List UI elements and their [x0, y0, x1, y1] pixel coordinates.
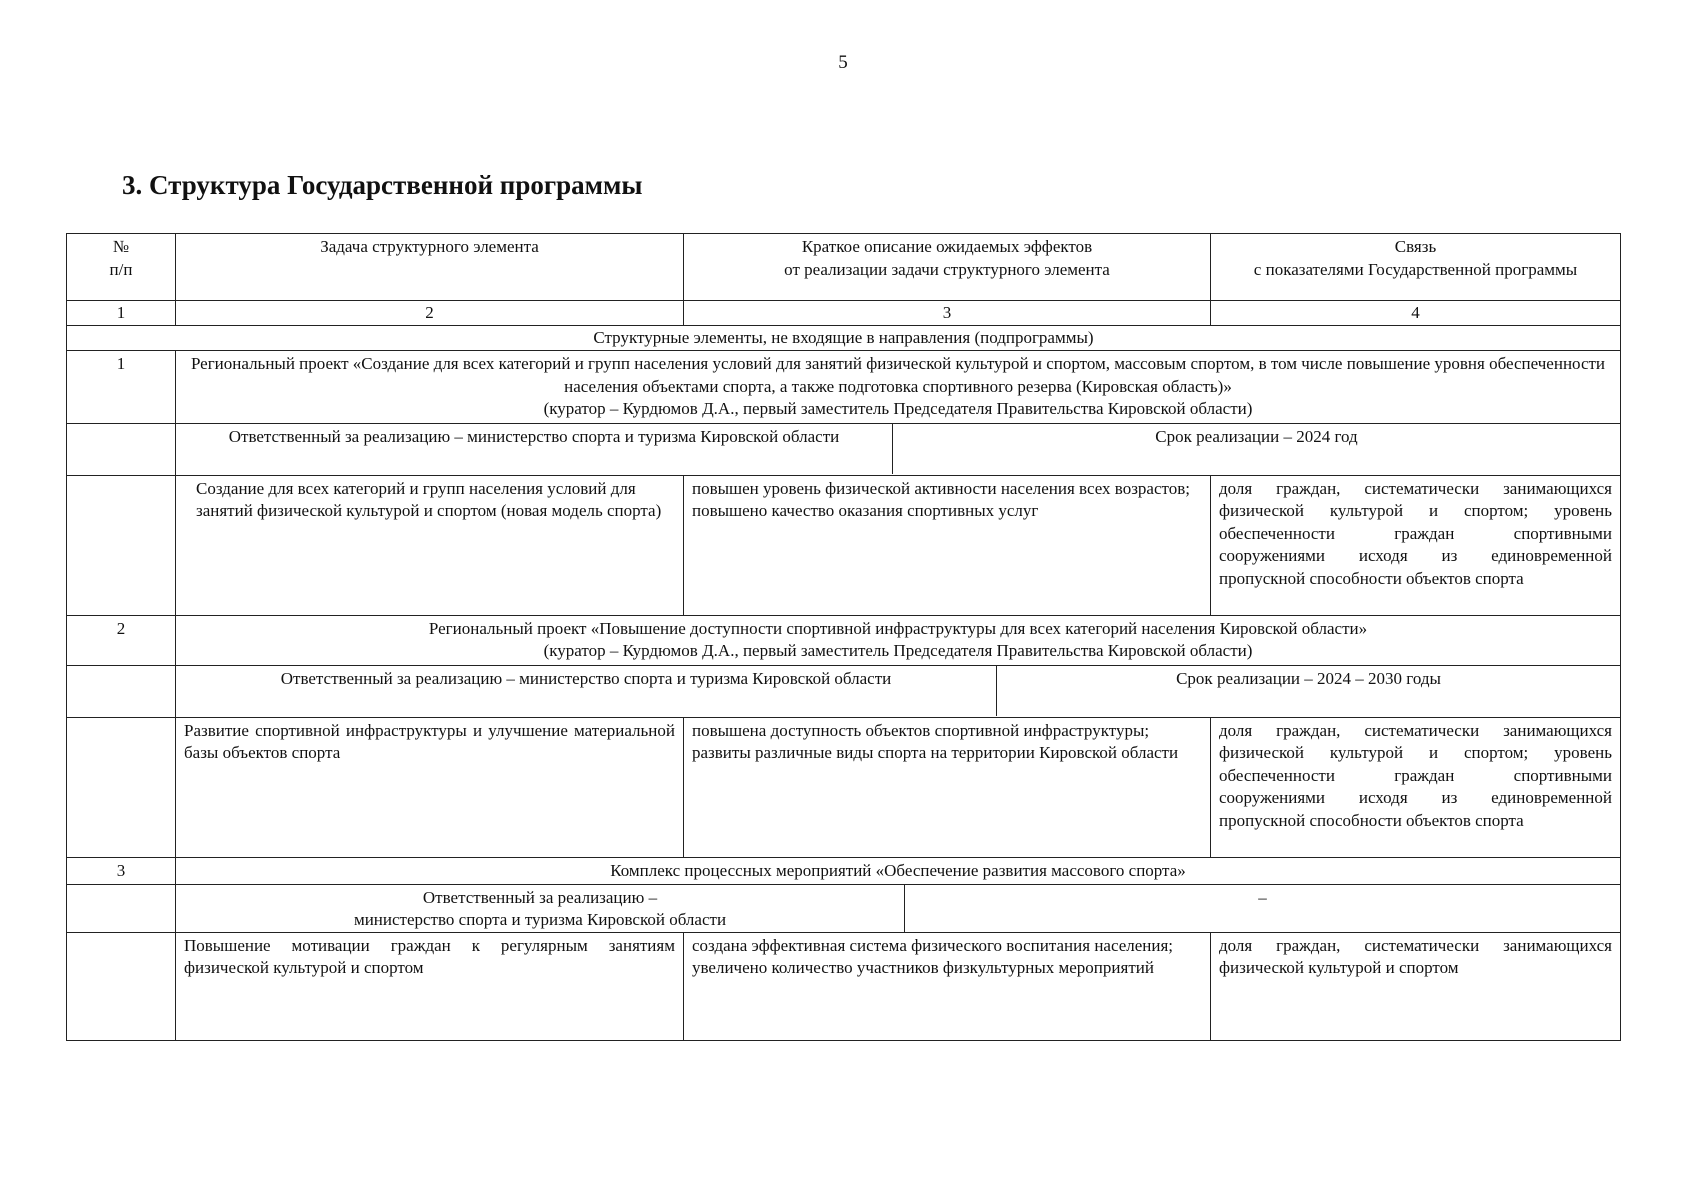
- item-title-row: [67, 351, 1621, 424]
- section-row-label: Структурные элементы, не входящие в направления (подпрограммы): [67, 326, 1621, 351]
- item-responsible-row: [67, 884, 1621, 932]
- column-number: 3: [684, 301, 1211, 326]
- empty-cell: [67, 884, 176, 932]
- term: Срок реализации – 2024 год: [893, 424, 1621, 474]
- indicators: доля граждан, систематически занимающихся физической культурой и спортом; уровень обеспеченности граждан спортивными сооружениями исходя из единовременной пропускной способности объектов спорта: [1211, 717, 1621, 857]
- column-number: 1: [67, 301, 176, 326]
- effects: создана эффективная система физического воспитания населения; увеличено количество участников физкультурных мероприятий: [684, 932, 1211, 1040]
- empty-cell: [67, 423, 176, 475]
- header-effects: Краткое описание ожидаемых эффектов от реализации задачи структурного элемента: [684, 234, 1211, 301]
- item-title: Региональный проект «Повышение доступности спортивной инфраструктуры для всех категорий населения Кировской области» (куратор – Курдюмов Д.А., первый заместитель Председателя Правительства Кировской области): [176, 615, 1621, 665]
- responsible-term-cell: [176, 884, 1621, 932]
- responsible-term-table: [176, 885, 1620, 932]
- responsible-term-cell: [176, 423, 1621, 475]
- indicators: доля граждан, систематически занимающихся физической культурой и спортом: [1211, 932, 1621, 1040]
- responsible-term-table: [176, 424, 1620, 474]
- header-task: Задача структурного элемента: [176, 234, 684, 301]
- item-title: Комплекс процессных мероприятий «Обеспечение развития массового спорта»: [176, 857, 1621, 884]
- responsible: Ответственный за реализацию – министерство спорта и туризма Кировской области: [228, 426, 840, 446]
- effects: повышен уровень физической активности населения всех возрастов; повышено качество оказания спортивных услуг: [684, 475, 1211, 615]
- term: Срок реализации – 2024 – 2030 годы: [997, 666, 1621, 716]
- item-task-row: [67, 717, 1621, 857]
- task: Повышение мотивации граждан к регулярным занятиям физической культурой и спортом: [176, 932, 684, 1040]
- effects: повышена доступность объектов спортивной инфраструктуры; развиты различные виды спорта на территории Кировской области: [684, 717, 1211, 857]
- indicators: доля граждан, систематически занимающихся физической культурой и спортом; уровень обеспеченности граждан спортивными сооружениями исходя из единовременной пропускной способности объектов спорта: [1211, 475, 1621, 615]
- section-title: 3. Структура Государственной программы: [122, 170, 643, 200]
- item-number: 2: [67, 615, 176, 665]
- empty-cell: [67, 475, 176, 615]
- item-task-row: [67, 932, 1621, 1040]
- item-title-row: [67, 615, 1621, 665]
- term: –: [905, 885, 1621, 932]
- task: Развитие спортивной инфраструктуры и улучшение материальной базы объектов спорта: [176, 717, 684, 857]
- header-row: [67, 234, 1621, 301]
- structure-table-wrapper: [66, 233, 1620, 1041]
- item-title: Региональный проект «Создание для всех категорий и групп населения условий для занятий физической культурой и спортом, массовым спортом, в том числе повышение уровня обеспеченности населения объектами спорта, а также подготовка спортивного резерва (Кировская область)» (куратор – Курдюмов Д.А., первый заместитель Председателя Правительства Кировской области): [176, 351, 1621, 424]
- item-number: 3: [67, 857, 176, 884]
- section-row: [67, 326, 1621, 351]
- page-number: 5: [838, 52, 848, 73]
- column-number: 2: [176, 301, 684, 326]
- responsible: Ответственный за реализацию – министерство спорта и туризма Кировской области: [280, 668, 892, 688]
- item-title-row: [67, 857, 1621, 884]
- responsible-term-cell: [176, 665, 1621, 717]
- header-indicators: Связь с показателями Государственной программы: [1211, 234, 1621, 301]
- header-num: № п/п: [67, 234, 176, 301]
- empty-cell: [67, 717, 176, 857]
- item-responsible-row: [67, 665, 1621, 717]
- task: Создание для всех категорий и групп населения условий для занятий физической культурой и спортом (новая модель спорта): [176, 475, 684, 615]
- item-responsible-row: [67, 423, 1621, 475]
- responsible-term-table: [176, 666, 1620, 716]
- empty-cell: [67, 665, 176, 717]
- responsible: Ответственный за реализацию – министерство спорта и туризма Кировской области: [353, 887, 727, 929]
- item-number: 1: [67, 351, 176, 424]
- column-number: 4: [1211, 301, 1621, 326]
- item-task-row: [67, 475, 1621, 615]
- column-number-row: [67, 301, 1621, 326]
- structure-table: [66, 233, 1621, 1041]
- empty-cell: [67, 932, 176, 1040]
